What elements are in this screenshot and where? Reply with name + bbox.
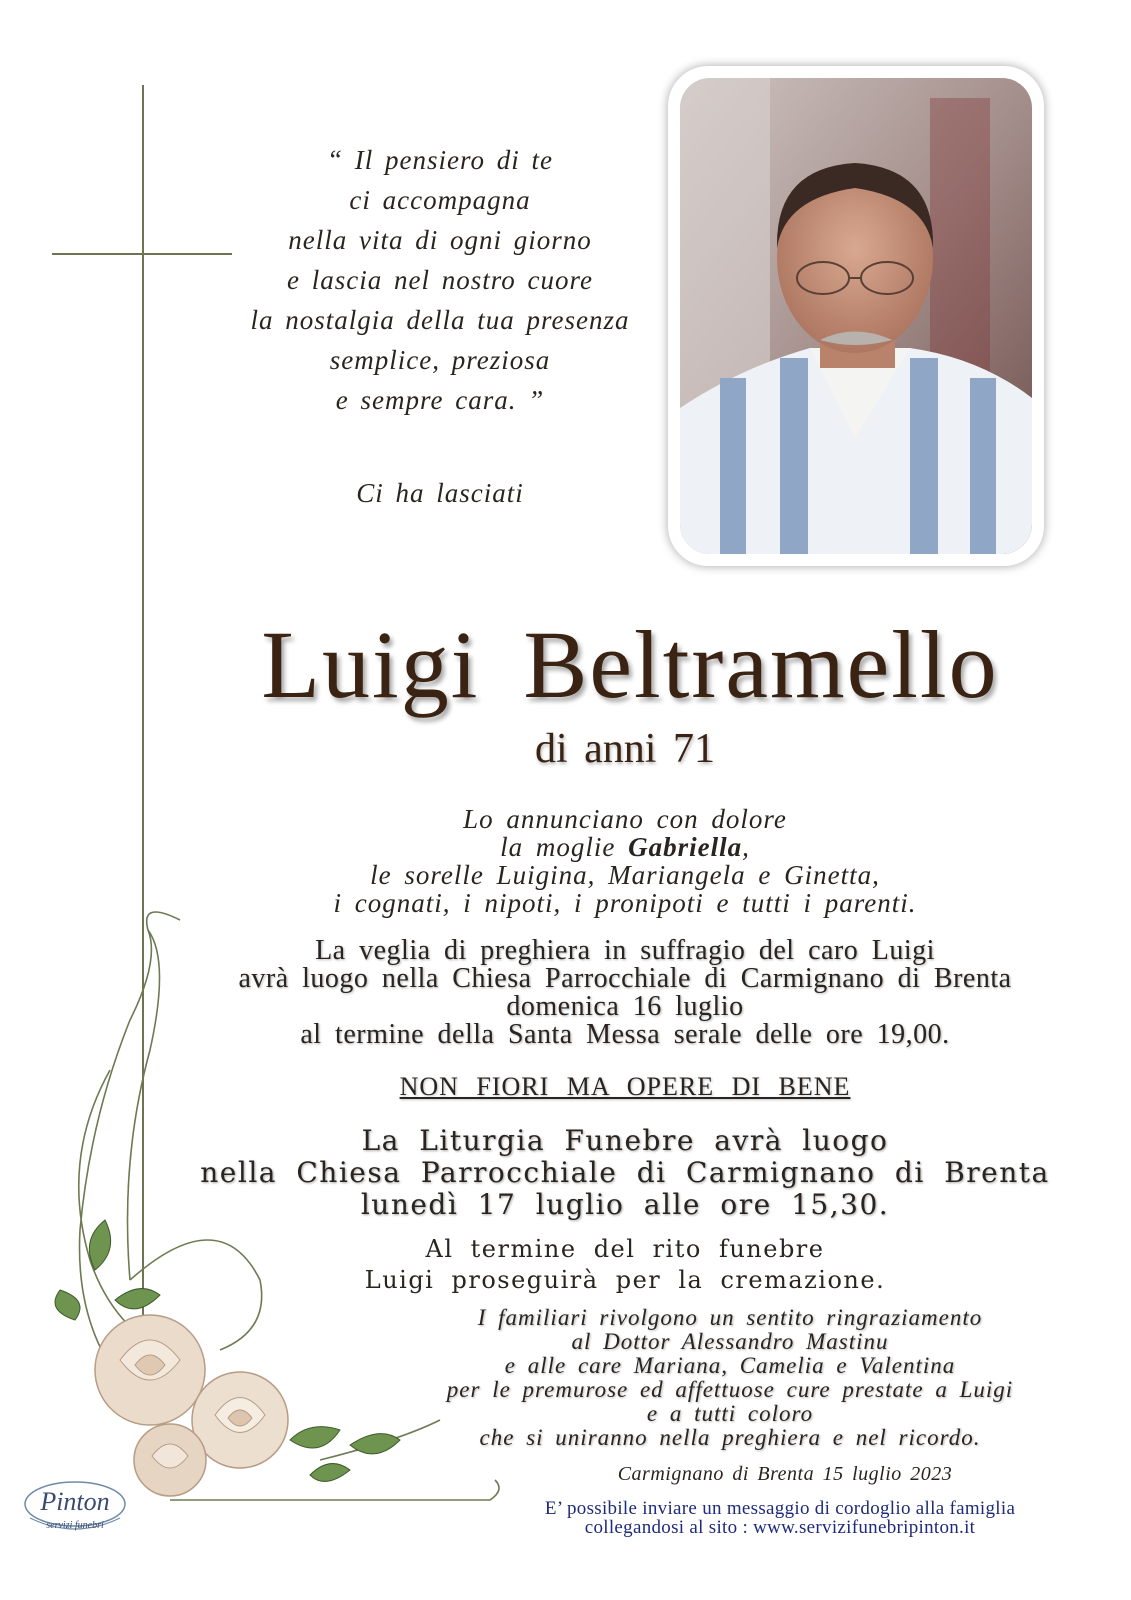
quote-line: semplice, preziosa	[329, 345, 551, 375]
condolence-line: E’ possibile inviare un messaggio di cordoglio alla famiglia	[544, 1498, 1016, 1519]
announce-prefix: la moglie	[500, 832, 629, 862]
announce-line: le sorelle Luigina, Mariangela e Ginetta,	[370, 860, 880, 890]
liturgy-line: nella Chiesa Parrocchiale di Carmignano di Brenta	[200, 1156, 1050, 1189]
quote-line: ci accompagna	[349, 185, 531, 215]
quote-line: e sempre cara. ”	[335, 385, 545, 415]
quote-line: la nostalgia della tua presenza	[250, 305, 630, 335]
announce-line	[250, 833, 1000, 861]
liturgy-line: La Liturgia Funebre avrà luogo	[361, 1124, 889, 1157]
no-flowers-notice: NON FIORI MA OPERE DI BENE	[399, 1072, 851, 1101]
place-and-date: Carmignano di Brenta 15 luglio 2023	[617, 1463, 953, 1485]
condolence-message	[480, 1499, 1080, 1537]
wife-name: Gabriella	[628, 832, 743, 862]
thanks-line: e alle care Mariana, Camelia e Valentina	[504, 1353, 956, 1378]
vigil-line: al termine della Santa Messa serale delle ore 19,00.	[300, 1019, 950, 1050]
vigil-line: La veglia di preghiera in suffragio del caro Luigi	[315, 935, 935, 966]
deceased-name: Luigi Beltramello	[261, 611, 999, 718]
portrait-photo	[680, 78, 1032, 554]
quote-line: “ Il pensiero di te	[327, 145, 553, 175]
logo-name: Pinton	[40, 1487, 110, 1516]
vigil-line: domenica 16 luglio	[506, 991, 744, 1022]
thanks-line: che si uniranno nella preghiera e nel ricordo.	[479, 1425, 981, 1450]
after-rite-line: Luigi proseguirà per la cremazione.	[364, 1266, 886, 1294]
thanks-line: e a tutti coloro	[646, 1401, 814, 1426]
logo-subtitle: servizi funebri	[46, 1520, 104, 1531]
announce-line: i cognati, i nipoti, i pronipoti e tutti i parenti.	[333, 888, 917, 918]
condolence-link[interactable]: collegandosi al sito : www.servizifunebripinton.it	[584, 1517, 976, 1538]
liturgy-line: lunedì 17 luglio alle ore 15,30.	[360, 1188, 890, 1221]
left-us-text: Ci ha lasciati	[356, 478, 524, 508]
announce-line: Lo annunciano con dolore	[463, 804, 787, 834]
vigil-line: avrà luogo nella Chiesa Parrocchiale di Carmignano di Brenta	[238, 963, 1012, 994]
rose-decoration-icon	[20, 900, 520, 1540]
deceased-age: di anni 71	[535, 726, 715, 772]
thanks-line: per le premurose ed affettuose cure prestate a Luigi	[446, 1377, 1014, 1402]
cross-horizontal-bar	[52, 253, 232, 255]
quote-line: nella vita di ogni giorno	[288, 225, 592, 255]
thanks-line: I familiari rivolgono un sentito ringraziamento	[477, 1305, 983, 1330]
quote-line: e lascia nel nostro cuore	[287, 265, 593, 295]
after-rite-line: Al termine del rito funebre	[425, 1235, 825, 1263]
memorial-quote	[230, 140, 650, 420]
thanks-line: al Dottor Alessandro Mastinu	[571, 1329, 889, 1354]
announce-suffix: ,	[742, 832, 750, 862]
